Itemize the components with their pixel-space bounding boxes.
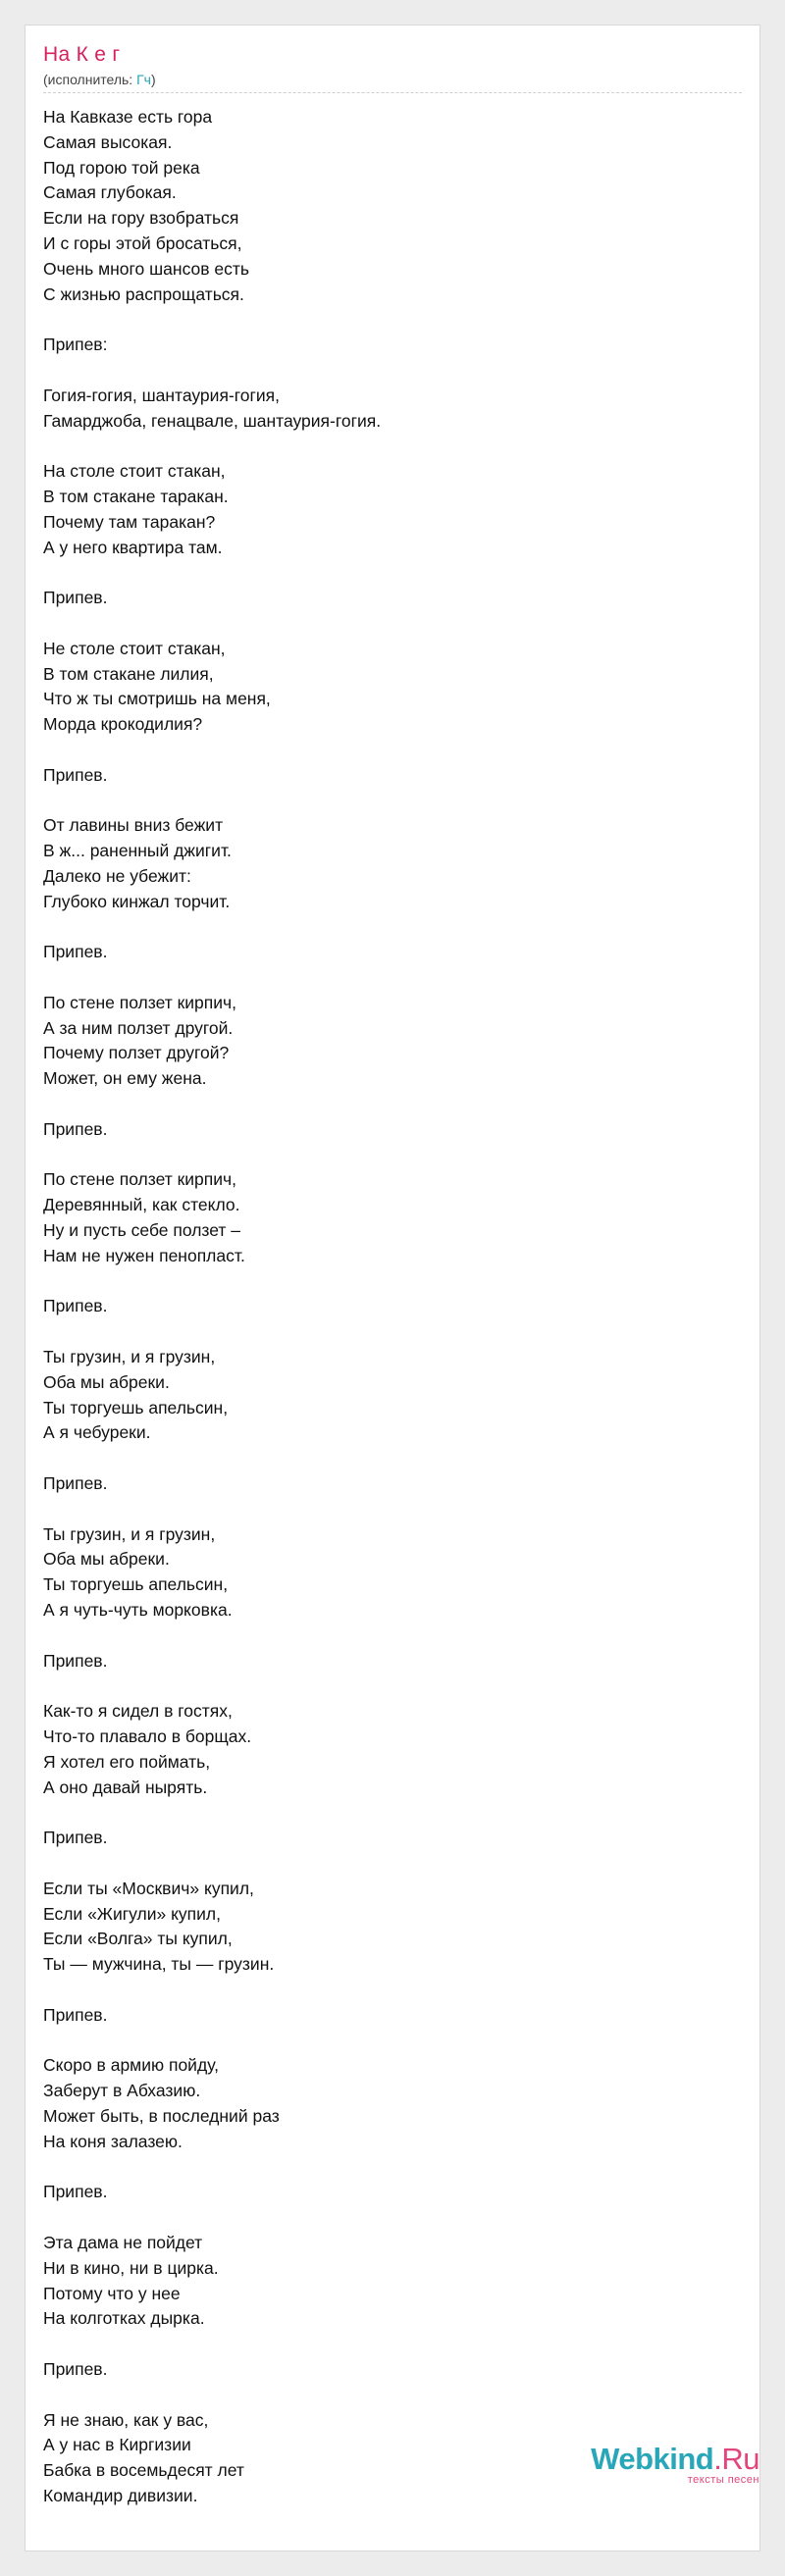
lyric-line: С жизнью распрощаться. xyxy=(43,283,244,304)
lyric-line: Я не знаю, как у вас, xyxy=(43,2409,209,2430)
artist-link[interactable]: Гч xyxy=(136,72,151,87)
lyric-line: И с горы этой бросаться, xyxy=(43,232,242,253)
lyric-line: Под горою той река xyxy=(43,157,200,178)
lyric-line: А я чуть-чуть морковка. xyxy=(43,1600,233,1621)
lyric-line: Что-то плавало в борщах. xyxy=(43,1726,252,1746)
lyric-line: Припев. xyxy=(43,1473,108,1494)
lyric-blank-line xyxy=(43,1851,730,1877)
lyric-line: Ты грузин, и я грузин, xyxy=(43,1347,216,1367)
lyric-line: Припев. xyxy=(43,588,108,608)
lyric-blank-line xyxy=(43,358,730,384)
lyric-line: По стене ползет кирпич, xyxy=(43,1169,237,1190)
lyric-line: Припев. xyxy=(43,1296,108,1316)
lyric-blank-line xyxy=(43,789,730,814)
lyric-blank-line xyxy=(43,738,730,763)
logo-subtitle: тексты песен xyxy=(687,2474,759,2486)
lyric-line: Что ж ты смотришь на меня, xyxy=(43,689,271,709)
lyric-line: Далеко не убежит: xyxy=(43,865,191,886)
artist-line xyxy=(43,72,156,87)
lyric-line: Самая глубокая. xyxy=(43,182,177,203)
lyric-line: Припев. xyxy=(43,1118,108,1139)
lyric-line: Почему ползет другой? xyxy=(43,1043,230,1063)
lyric-line: Гамарджоба, генацвале, шантаурия-гогия. xyxy=(43,410,382,431)
lyric-line: Бабка в восемьдесят лет xyxy=(43,2460,244,2481)
lyric-line: Если ты «Москвич» купил, xyxy=(43,1878,254,1898)
lyric-line: Может, он ему жена. xyxy=(43,1068,207,1089)
lyric-blank-line xyxy=(43,2332,730,2357)
lyric-line: Ты — мужчина, ты — грузин. xyxy=(43,1954,275,1975)
lyric-line: Самая высокая. xyxy=(43,131,173,152)
lyric-blank-line xyxy=(43,434,730,459)
lyric-blank-line xyxy=(43,2155,730,2181)
site-logo[interactable] xyxy=(591,2443,759,2486)
lyric-line: Эта дама не пойдет xyxy=(43,2232,203,2252)
lyric-blank-line xyxy=(43,965,730,991)
lyric-blank-line xyxy=(43,1497,730,1522)
lyric-line: Ну и пусть себе ползет – xyxy=(43,1220,240,1241)
lyric-line: В ж... раненный джигит. xyxy=(43,841,232,861)
lyric-line: Как-то я сидел в гостях, xyxy=(43,1701,233,1722)
lyric-line: Морда крокодилия? xyxy=(43,714,203,735)
lyric-line: Оба мы абреки. xyxy=(43,1371,170,1392)
lyric-blank-line xyxy=(43,1800,730,1826)
lyric-line: Если на гору взобраться xyxy=(43,208,239,229)
artist-prefix: (исполнитель: xyxy=(43,72,137,87)
lyric-blank-line xyxy=(43,560,730,586)
lyric-line: А оно давай нырять. xyxy=(43,1777,208,1797)
lyric-line: Гогия-гогия, шантаурия-гогия, xyxy=(43,385,280,405)
lyric-line: Припев. xyxy=(43,764,108,785)
lyric-line: Не столе стоит стакан, xyxy=(43,638,226,658)
lyric-line: Припев. xyxy=(43,2358,108,2379)
lyric-line: В том стакане таракан. xyxy=(43,486,229,506)
lyric-blank-line xyxy=(43,1674,730,1699)
song-title: На К е г xyxy=(43,43,121,66)
lyric-line: Скоро в армию пойду, xyxy=(43,2055,220,2076)
lyric-blank-line xyxy=(43,2029,730,2054)
logo-main-text: Webkind xyxy=(591,2442,714,2476)
lyric-line: По стене ползет кирпич, xyxy=(43,992,237,1012)
lyrics-text xyxy=(43,105,730,2509)
lyric-blank-line xyxy=(43,1446,730,1471)
lyric-line: А у нас в Киргизии xyxy=(43,2435,191,2455)
lyric-line: Может быть, в последний раз xyxy=(43,2105,280,2126)
lyric-line: Припев. xyxy=(43,2004,108,2025)
lyric-blank-line xyxy=(43,1623,730,1649)
lyric-line: А у него квартира там. xyxy=(43,537,223,557)
lyric-line: На коня залазею. xyxy=(43,2131,183,2151)
lyric-line: Ни в кино, ни в цирка. xyxy=(43,2257,219,2278)
logo-wordmark xyxy=(591,2443,759,2476)
lyric-line: От лавины вниз бежит xyxy=(43,815,224,836)
logo-tld: .Ru xyxy=(713,2442,759,2476)
lyrics-card xyxy=(25,25,760,2551)
lyric-line: Я хотел его поймать, xyxy=(43,1751,211,1772)
lyric-line: Ты грузин, и я грузин, xyxy=(43,1523,216,1544)
lyric-blank-line xyxy=(43,611,730,637)
lyric-line: Командир дивизии. xyxy=(43,2485,198,2505)
lyric-line: А я чебуреки. xyxy=(43,1422,151,1443)
lyric-line: Ты торгуешь апельсин, xyxy=(43,1397,229,1417)
lyric-blank-line xyxy=(43,2205,730,2231)
lyric-blank-line xyxy=(43,2383,730,2408)
lyric-line: Глубоко кинжал торчит. xyxy=(43,891,231,911)
lyric-line: Потому что у нее xyxy=(43,2283,181,2303)
lyric-blank-line xyxy=(43,1319,730,1345)
lyric-line: Припев. xyxy=(43,1650,108,1671)
lyric-line: Заберут в Абхазию. xyxy=(43,2081,201,2101)
lyric-line: На столе стоит стакан, xyxy=(43,461,226,482)
lyric-line: Нам не нужен пенопласт. xyxy=(43,1245,245,1265)
lyric-line: Припев. xyxy=(43,1828,108,1848)
lyric-line: Очень много шансов есть xyxy=(43,258,250,279)
lyric-line: Припев. xyxy=(43,2182,108,2202)
lyric-blank-line xyxy=(43,1092,730,1117)
lyric-blank-line xyxy=(43,1978,730,2003)
lyric-line: Ты торгуешь апельсин, xyxy=(43,1574,229,1595)
lyric-blank-line xyxy=(43,1143,730,1168)
lyric-line: На Кавказе есть гора xyxy=(43,107,213,127)
artist-suffix: ) xyxy=(150,72,156,87)
divider xyxy=(43,92,742,93)
lyric-blank-line xyxy=(43,1269,730,1295)
lyric-blank-line xyxy=(43,915,730,941)
lyric-line: На колготках дырка. xyxy=(43,2308,205,2329)
lyric-line: Если «Волга» ты купил, xyxy=(43,1929,233,1949)
lyric-line: Припев: xyxy=(43,335,108,355)
lyric-line: Оба мы абреки. xyxy=(43,1549,170,1570)
lyric-line: Если «Жигули» купил, xyxy=(43,1903,221,1924)
lyric-blank-line xyxy=(43,307,730,333)
lyric-line: Деревянный, как стекло. xyxy=(43,1195,240,1215)
lyric-line: А за ним ползет другой. xyxy=(43,1017,234,1038)
lyric-line: Почему там таракан? xyxy=(43,511,216,532)
lyric-line: Припев. xyxy=(43,942,108,962)
lyric-line: В том стакане лилия, xyxy=(43,663,214,684)
